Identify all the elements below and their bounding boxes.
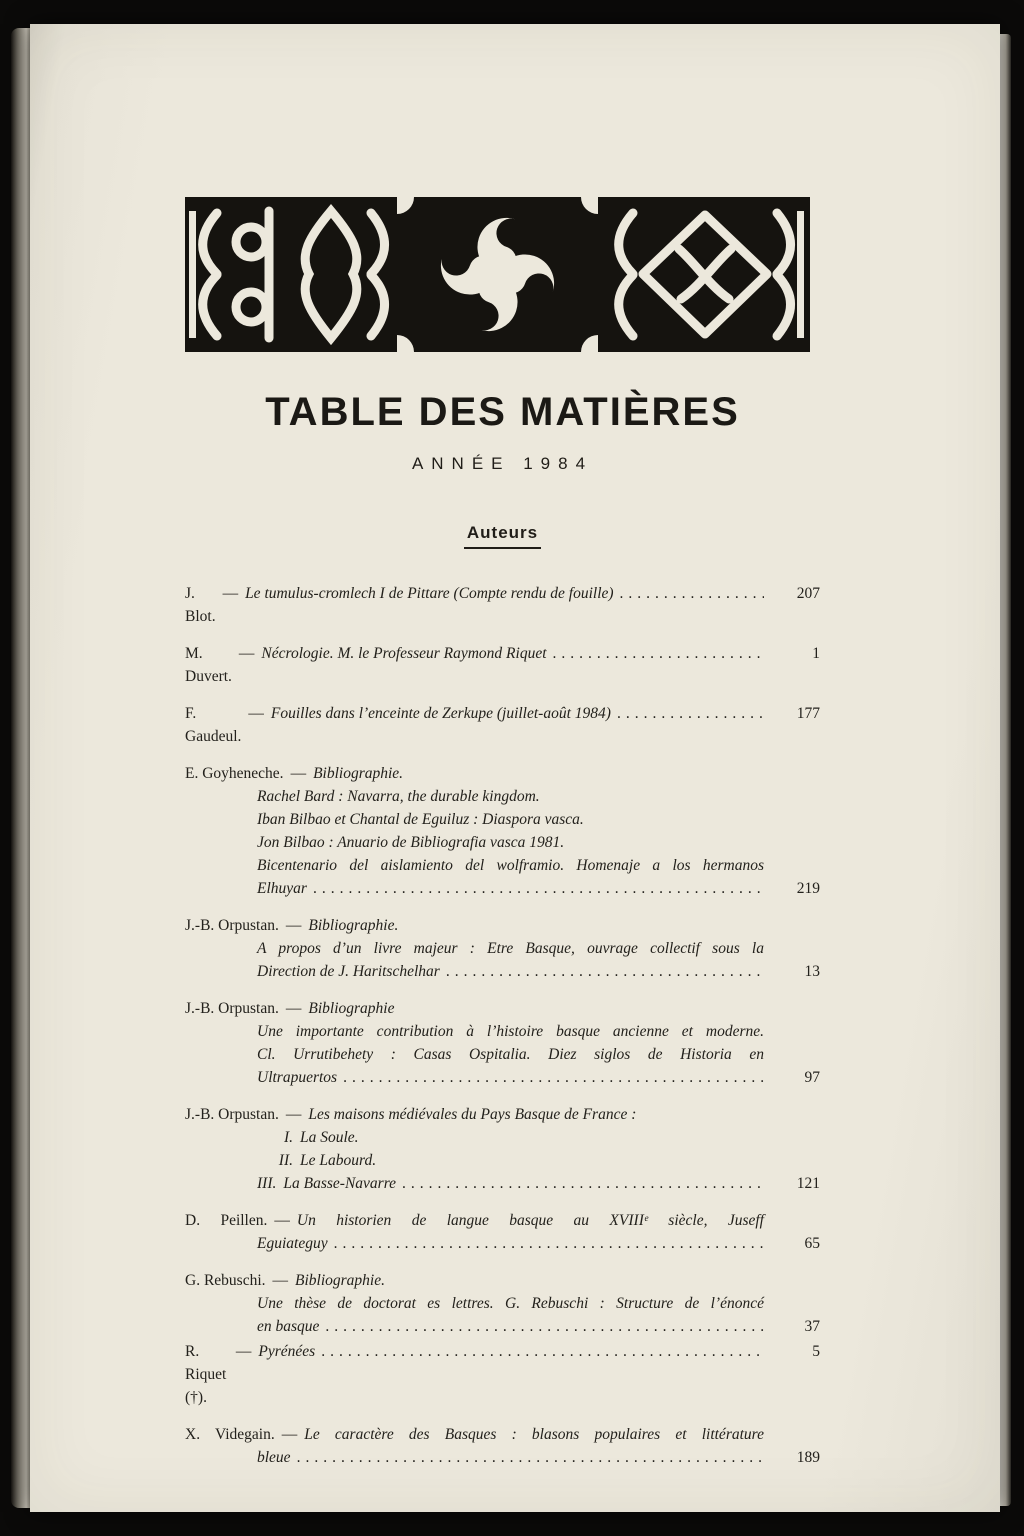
toc-entry-sub-line (185, 960, 820, 983)
em-dash: — (285, 917, 302, 934)
toc-entry-first-line (185, 1423, 820, 1446)
page-number: 65 (804, 1235, 820, 1252)
page-subtitle: ANNÉE 1984 (411, 454, 594, 473)
book-page (30, 24, 1000, 1512)
em-dash: — (285, 1106, 302, 1123)
toc-entry-sub-line (185, 1126, 820, 1149)
work-title-continued: Bicentenario del aislamiento del wolframio. Homenaje a los hermanos (257, 857, 764, 874)
toc-entry (185, 1269, 820, 1338)
dot-leader (396, 1172, 764, 1195)
roman-numeral: I. (283, 1129, 293, 1146)
toc-entry (185, 997, 820, 1089)
toc-entry-sub-line (185, 1446, 820, 1469)
work-title-continued: La Basse-Navarre (283, 1175, 397, 1192)
author-name: R. Riquet (†). (185, 1343, 227, 1406)
page-number: 1 (812, 645, 820, 662)
work-title-continued: Elhuyar (257, 880, 307, 897)
dot-leader (611, 702, 764, 725)
author-name: J.-B. Orpustan. (185, 1106, 279, 1123)
work-title-continued: Jon Bilbao : Anuario de Bibliografia vasca 1981. (257, 834, 565, 851)
work-title: Un historien de langue basque au XVIIIᵉ siècle, Juseff (296, 1212, 764, 1229)
toc-entry (185, 582, 820, 628)
dot-leader (291, 1446, 764, 1469)
work-title-continued: Une thèse de doctorat es lettres. G. Rebuschi : Structure de l’énoncé (257, 1295, 764, 1312)
toc-entry-sub-line (185, 1292, 820, 1315)
author-name: D. Peillen. (185, 1212, 268, 1229)
work-title-continued: A propos d’un livre majeur : Etre Basque, ouvrage collectif sous la (257, 940, 764, 957)
work-title-continued: Une importante contribution à l’histoire basque ancienne et moderne. (257, 1023, 764, 1040)
em-dash: — (281, 1426, 298, 1443)
toc-entry (185, 914, 820, 983)
work-title-continued: Eguiateguy (257, 1235, 328, 1252)
toc-entry (185, 702, 820, 748)
work-title: Les maisons médiévales du Pays Basque de France : (308, 1106, 637, 1123)
work-title: Bibliographie. (295, 1272, 385, 1289)
work-title: Le caractère des Basques : blasons populaires et littérature (304, 1426, 764, 1443)
toc-entry-first-line (185, 1209, 820, 1232)
author-name: J. Blot. (185, 585, 216, 625)
author-name: G. Rebuschi. (185, 1272, 266, 1289)
em-dash: — (285, 1000, 302, 1017)
toc-entry-sub-line (185, 808, 820, 831)
toc-entry-first-line (185, 642, 820, 688)
author-name: X. Videgain. (185, 1426, 275, 1443)
toc-entry-sub-line (185, 1149, 820, 1172)
dot-leader (547, 642, 764, 665)
work-title: Fouilles dans l’enceinte de Zerkupe (juillet-août 1984) (270, 705, 611, 722)
page-number: 219 (796, 880, 820, 897)
section-heading-wrap (185, 523, 820, 549)
toc-entry-sub-line (185, 831, 820, 854)
page-title: TABLE DES MATIÈRES (265, 390, 740, 434)
roman-numeral: III. (257, 1175, 277, 1192)
toc-entry-first-line (185, 997, 820, 1020)
page-number: 177 (796, 705, 820, 722)
toc-list (185, 582, 820, 1469)
em-dash: — (238, 645, 255, 662)
toc-entry-sub-line (185, 877, 820, 900)
page-number: 121 (796, 1175, 820, 1192)
work-title: Nécrologie. M. le Professeur Raymond Riquet (261, 645, 547, 662)
toc-entry-sub-line (185, 1043, 820, 1066)
work-title-continued: Le Labourd. (300, 1152, 377, 1169)
toc-entry-sub-line (185, 1066, 820, 1089)
page-stack-edge (999, 34, 1011, 1506)
work-title-continued: La Soule. (300, 1129, 359, 1146)
author-name: J.-B. Orpustan. (185, 1000, 279, 1017)
work-title-continued: en basque (257, 1318, 320, 1335)
page-number: 207 (796, 585, 820, 602)
page-number: 5 (812, 1343, 820, 1360)
toc-entry-first-line (185, 914, 820, 937)
author-name: F. Gaudeul. (185, 705, 242, 745)
em-dash: — (248, 705, 264, 722)
dot-leader (440, 960, 764, 983)
em-dash: — (235, 1343, 252, 1360)
em-dash: — (290, 765, 307, 782)
em-dash: — (272, 1272, 289, 1289)
toc-entry-first-line (185, 1103, 820, 1126)
page-number: 97 (804, 1069, 820, 1086)
toc-entry-first-line (185, 702, 820, 748)
toc-entry-sub-line (185, 1232, 820, 1255)
toc-entry (185, 1340, 820, 1409)
dot-leader (319, 1315, 764, 1338)
section-heading: Auteurs (464, 523, 541, 549)
work-title-continued: Direction de J. Haritschelhar (257, 963, 440, 980)
toc-entry-sub-line (185, 785, 820, 808)
author-name: E. Goyheneche. (185, 765, 284, 782)
work-title: Le tumulus-cromlech I de Pittare (Compte rendu de fouille) (245, 585, 614, 602)
work-title-continued: Cl. Urrutibehety : Casas Ospitalia. Diez siglos de Historia en (257, 1046, 764, 1063)
dot-leader (614, 582, 764, 605)
work-title-continued: Ultrapuertos (257, 1069, 338, 1086)
toc-entry (185, 1423, 820, 1469)
author-name: M. Duvert. (185, 645, 232, 685)
roman-numeral: II. (278, 1152, 293, 1169)
toc-entry-first-line (185, 762, 820, 785)
toc-entry-first-line (185, 1269, 820, 1292)
previous-page-edge (11, 28, 30, 1508)
toc-entry-sub-line (185, 854, 820, 877)
work-title-continued: Rachel Bard : Navarra, the durable kingdom. (257, 788, 540, 805)
work-title: Bibliographie (308, 1000, 395, 1017)
page-number: 189 (796, 1449, 820, 1466)
dot-leader (337, 1066, 764, 1089)
em-dash: — (274, 1212, 290, 1229)
toc-entry-sub-line (185, 1020, 820, 1043)
dot-leader (328, 1232, 764, 1255)
work-title: Bibliographie. (308, 917, 399, 934)
dot-leader (315, 1340, 764, 1363)
toc-entry (185, 762, 820, 900)
basque-ornament-band (185, 197, 810, 352)
toc-entry (185, 642, 820, 688)
toc-entry (185, 1103, 820, 1195)
toc-entry-sub-line (185, 1315, 820, 1338)
work-title-continued: bleue (257, 1449, 291, 1466)
toc-entry-sub-line (185, 937, 820, 960)
work-title-continued: Iban Bilbao et Chantal de Eguiluz : Diaspora vasca. (257, 811, 584, 828)
em-dash: — (222, 585, 239, 602)
dot-leader (307, 877, 764, 900)
page-number: 37 (804, 1318, 820, 1335)
toc-entry-sub-line (185, 1172, 820, 1195)
toc-entry-first-line (185, 1340, 820, 1409)
work-title: Bibliographie. (313, 765, 404, 782)
work-title: Pyrénées (258, 1343, 316, 1360)
author-name: J.-B. Orpustan. (185, 917, 279, 934)
toc-entry (185, 1209, 820, 1255)
toc-entry-first-line (185, 582, 820, 628)
page-number: 13 (804, 963, 820, 980)
